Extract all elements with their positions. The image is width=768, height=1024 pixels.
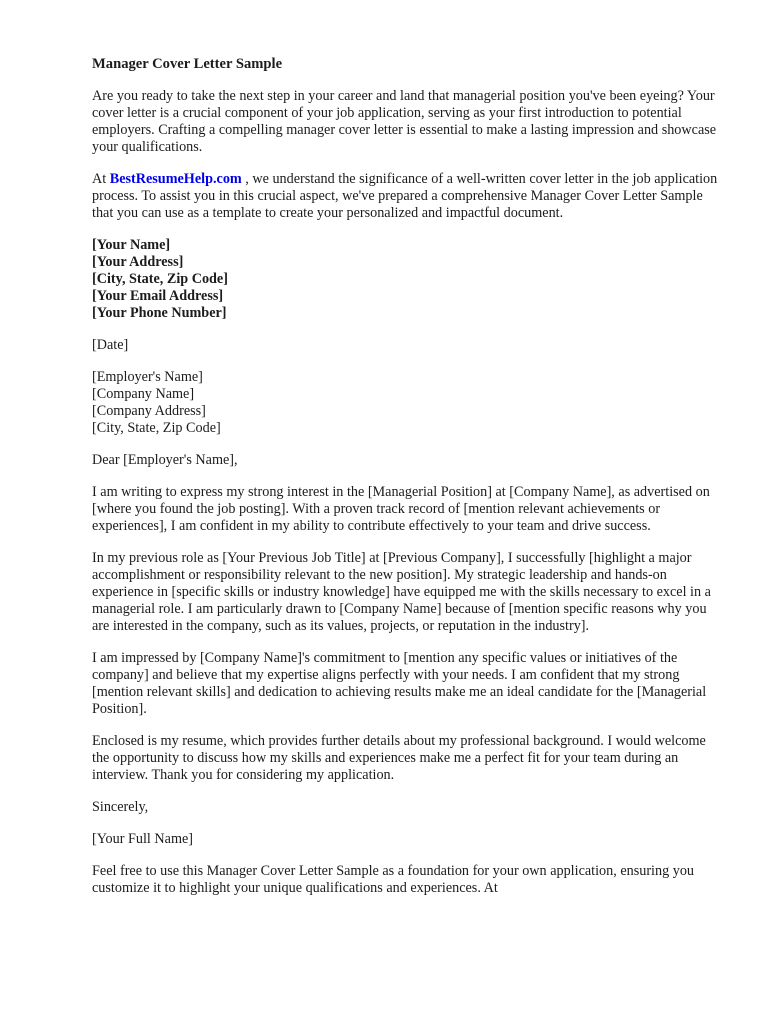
- body-paragraph-experience: In my previous role as [Your Previous Job Title] at [Previous Company], I successfully [highlight a major accomplishment or responsibility relevant to the new position]. My strategic leadership and hands-on experience in [specific skills or industry knowledge] have equipped me with the skills necessary to excel in a managerial role. I am particularly drawn to [Company Name] because of [mention specific reasons why you are interested in the company, such as its values, projects, or reputation in the industry].: [92, 550, 711, 634]
- closing-line: Sincerely,: [92, 799, 149, 815]
- body-paragraph-resume: Enclosed is my resume, which provides further details about my professional background. I would welcome the opportunity to discuss how my skills and experiences make me a perfect fit for your team during an interview. Thank you for considering my application.: [92, 733, 706, 783]
- date-line: [Date]: [92, 337, 129, 353]
- sender-email-line: [Your Email Address]: [92, 288, 224, 304]
- sender-city-state-zip-line: [City, State, Zip Code]: [92, 271, 228, 287]
- sender-block: [92, 237, 720, 322]
- sender-address-line: [Your Address]: [92, 254, 184, 270]
- brh-prefix-text: At: [92, 171, 110, 187]
- recipient-city-state-zip-line: [City, State, Zip Code]: [92, 420, 221, 436]
- body-paragraph-interest: I am writing to express my strong interest in the [Managerial Position] at [Company Name], as advertised on [where you found the job posting]. With a proven track record of [mention relevant achievements or experiences], I am confident in my ability to contribute effectively to your team and drive success.: [92, 484, 710, 534]
- signature-placeholder: [Your Full Name]: [92, 831, 194, 847]
- bestresumehelp-paragraph: [92, 171, 720, 222]
- brh-suffix-text: , we understand the significance of a well-written cover letter in the job application process. To assist you in this crucial aspect, we've prepared a comprehensive Manager Cover Letter Sample that you can use as a template to create your personalized and impactful document.: [92, 171, 718, 221]
- recipient-company-address-line: [Company Address]: [92, 403, 206, 419]
- sender-name-line: [Your Name]: [92, 237, 171, 253]
- recipient-block: [92, 369, 720, 437]
- recipient-name-line: [Employer's Name]: [92, 369, 203, 385]
- salutation-line: Dear [Employer's Name],: [92, 452, 238, 468]
- recipient-company-line: [Company Name]: [92, 386, 195, 402]
- footer-paragraph: Feel free to use this Manager Cover Letter Sample as a foundation for your own application, ensuring you customize it to highlight your unique qualifications and experiences. At: [92, 863, 695, 896]
- bestresumehelp-link[interactable]: BestResumeHelp.com: [109, 171, 242, 187]
- document-title: Manager Cover Letter Sample: [92, 56, 283, 72]
- sender-phone-line: [Your Phone Number]: [92, 305, 227, 321]
- body-paragraph-commitment: I am impressed by [Company Name]'s commitment to [mention any specific values or initiatives of the company] and believe that my expertise aligns perfectly with your needs. I am confident that my strong [mention relevant skills] and dedication to achieving results make me an ideal candidate for the [Managerial Position].: [92, 650, 707, 717]
- intro-paragraph: Are you ready to take the next step in your career and land that managerial position you've been eyeing? Your cover letter is a crucial component of your job application, serving as your first introduction to potential employers. Crafting a compelling manager cover letter is essential to make a lasting impression and showcase your qualifications.: [92, 88, 717, 155]
